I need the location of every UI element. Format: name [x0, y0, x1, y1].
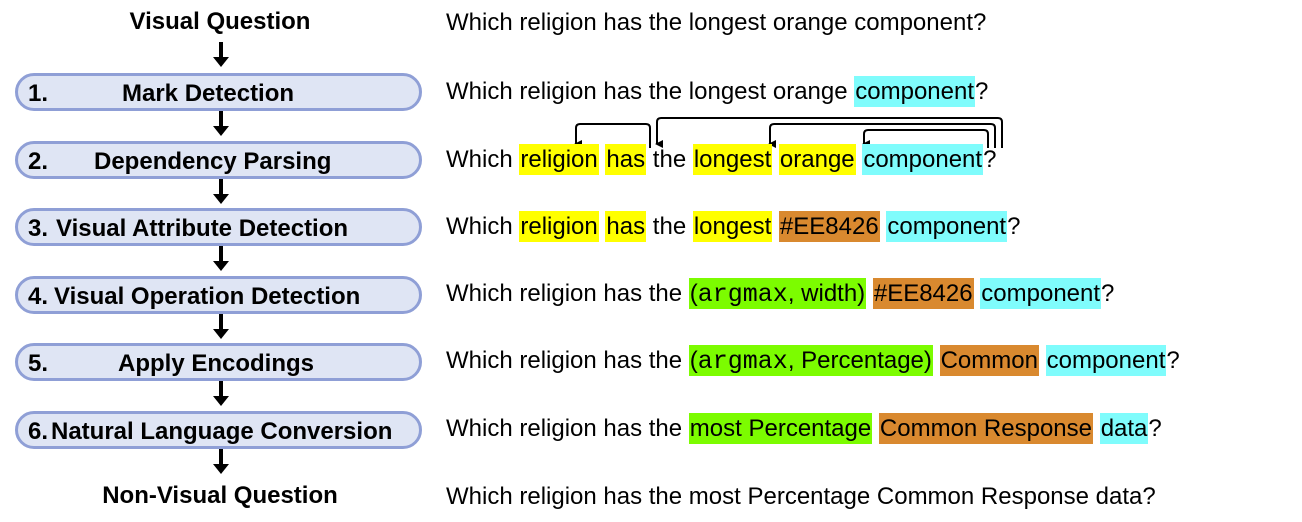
mark-highlight: component — [1046, 347, 1166, 374]
step-natural-language-conversion — [15, 411, 422, 449]
step-apply-encodings — [15, 343, 422, 381]
question-punct: ? — [983, 146, 997, 173]
dependency-highlight: has — [606, 146, 646, 173]
question-step-6 — [446, 412, 1162, 446]
question-punct: ? — [1166, 347, 1180, 374]
arrow-down-icon — [218, 179, 224, 205]
visual-question-label: Visual Question — [129, 8, 311, 35]
question-word: Which — [446, 213, 513, 240]
question-punct: ? — [1148, 415, 1162, 442]
op-function: argmax — [697, 280, 788, 309]
attribute-highlight: #EE8426 — [779, 213, 879, 240]
step-label: Visual Operation Detection — [54, 283, 361, 310]
step-label: Natural Language Conversion — [51, 418, 393, 445]
question-word: the — [652, 213, 687, 240]
question-punct: ? — [1007, 213, 1021, 240]
mark-highlight: component — [863, 146, 983, 173]
step-visual-attribute-detection — [15, 208, 422, 246]
attribute-highlight: #EE8426 — [873, 280, 973, 307]
op-paren: ( — [689, 347, 698, 374]
op-function: argmax — [697, 347, 788, 376]
dependency-highlight: religion — [520, 213, 598, 240]
arrow-down-icon — [218, 246, 224, 272]
operation-highlight: most Percentage — [689, 415, 872, 442]
dependency-highlight: longest — [693, 213, 772, 240]
arrow-down-icon — [218, 449, 224, 475]
step-label: Dependency Parsing — [94, 148, 332, 175]
step-number: 1. — [28, 80, 49, 107]
step-number: 6. — [28, 418, 49, 445]
step-number: 3. — [28, 215, 49, 242]
non-visual-question-label: Non-Visual Question — [102, 482, 338, 509]
step-label: Visual Attribute Detection — [56, 215, 349, 242]
question-step-3 — [446, 210, 1020, 244]
dependency-arcs — [0, 0, 1302, 160]
question-text: Which religion has the — [446, 347, 689, 374]
question-text: Which religion has the longest orange component? — [446, 9, 987, 36]
question-text: Which religion has the — [446, 280, 689, 307]
question-word: the — [652, 146, 687, 173]
question-text: Which religion has the most Percentage Common Response data? — [446, 483, 1156, 510]
step-number: 4. — [28, 283, 49, 310]
operation-highlight — [689, 278, 866, 309]
mark-highlight: component — [887, 213, 1007, 240]
question-punct: ? — [1101, 280, 1115, 307]
mark-highlight: component — [981, 280, 1101, 307]
encoding-highlight: Common Response — [879, 415, 1093, 442]
encoding-highlight: Common — [940, 347, 1038, 374]
step-label: Mark Detection — [122, 80, 295, 107]
step-number: 2. — [28, 148, 49, 175]
question-punct: ? — [975, 78, 989, 105]
question-word: Which — [446, 146, 513, 173]
op-argument: , Percentage) — [787, 347, 932, 374]
step-visual-operation-detection — [15, 276, 422, 314]
mark-highlight: component — [855, 78, 974, 105]
op-paren: ( — [689, 280, 698, 307]
question-step-2 — [446, 143, 996, 177]
op-argument: , width) — [787, 280, 866, 307]
dependency-highlight: longest — [693, 146, 772, 173]
dependency-highlight: orange — [779, 146, 855, 173]
question-text: Which religion has the longest orange — [446, 78, 855, 105]
question-final — [446, 480, 1156, 514]
question-step-5 — [446, 344, 1180, 379]
question-text: Which religion has the — [446, 415, 689, 442]
step-label: Apply Encodings — [118, 350, 315, 377]
dependency-highlight: has — [606, 213, 646, 240]
operation-highlight — [689, 345, 933, 376]
arrow-down-icon — [218, 381, 224, 407]
dependency-highlight: religion — [520, 146, 598, 173]
arrow-down-icon — [218, 314, 224, 340]
step-number: 5. — [28, 350, 49, 377]
mark-highlight: data — [1100, 415, 1148, 442]
question-step-4 — [446, 277, 1114, 312]
